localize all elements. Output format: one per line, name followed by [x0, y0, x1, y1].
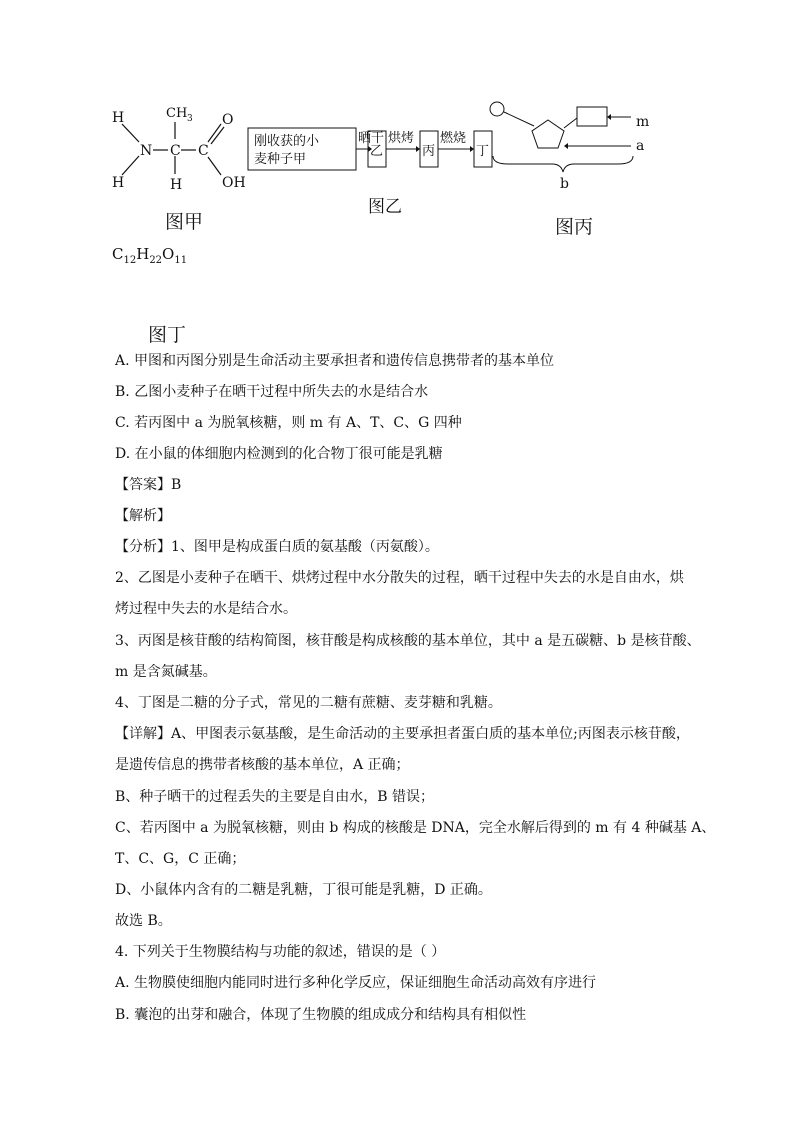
- phosphate-circle: [490, 102, 504, 116]
- detail-d: D、小鼠体内含有的二糖是乳糖，丁很可能是乳糖，D 正确。: [115, 882, 492, 898]
- detail-a: 【详解】A、甲图表示氨基酸，是生命活动的主要承担者蛋白质的基本单位;丙图表示核苷酸，: [115, 726, 690, 742]
- group-ch: CH: [166, 106, 188, 121]
- box-wheat-seed-line2: 麦种子甲: [254, 152, 307, 167]
- arrow-burning-head: [470, 146, 474, 152]
- figure-ding-formula: [112, 245, 187, 266]
- atom-c-carboxyl: C: [198, 143, 209, 159]
- figure-jia-alanine: [108, 100, 258, 195]
- pentose-sugar-pentagon: [532, 120, 564, 148]
- formula-c: C: [112, 245, 124, 263]
- atom-o: O: [222, 112, 234, 128]
- detail-c: C、若丙图中 a 为脱氧核糖，则由 b 构成的核酸是 DNA，完全水解后得到的 m 有 4 种碱基 A、: [115, 820, 716, 836]
- base-bond: [564, 118, 577, 128]
- formula-h: H: [136, 245, 150, 263]
- node-yi-label: 乙: [370, 144, 384, 159]
- detail-c-cont: T、C、G，C 正确；: [115, 851, 246, 867]
- node-bing-label: 丙: [422, 144, 436, 159]
- question-4-option-a: A. 生物膜使细胞内能同时进行多种化学反应，保证细胞生命活动高效有序进行: [115, 975, 597, 991]
- analysis-point-2-cont: 烤过程中失去的水是结合水。: [115, 601, 297, 617]
- step-burning-label: 燃烧: [440, 131, 467, 146]
- figure-bing-caption: 图丙: [555, 216, 594, 238]
- analysis-point-3: 3、丙图是核苷酸的结构简图，核苷酸是构成核酸的基本单位，其中 a 是五碳糖、b 是核苷酸、: [115, 633, 701, 649]
- analysis-point-2: 2、乙图是小麦种子在晒干、烘烤过程中水分散失的过程，晒干过程中失去的水是自由水，烘: [115, 570, 684, 586]
- figure-bing-nucleotide: [486, 100, 666, 195]
- label-m: m: [636, 114, 650, 130]
- figure-yi-caption: 图乙: [368, 197, 402, 217]
- figure-jia-caption: 图甲: [165, 211, 204, 233]
- label-a: a: [636, 138, 645, 154]
- formula-o: O: [162, 245, 175, 263]
- option-a: A. 甲图和丙图分别是生命活动主要承担者和遗传信息携带者的基本单位: [115, 353, 555, 369]
- formula-o-count: 11: [174, 255, 188, 266]
- detail-b: B、种子晒干的过程丢失的主要是自由水，B 错误；: [115, 789, 435, 805]
- seed-drying-flow-diagram: [246, 125, 496, 175]
- step-drying-label: 晒干: [358, 131, 385, 146]
- analysis-heading: 【解析】: [115, 508, 171, 524]
- step-baking-label: 烘烤: [388, 131, 415, 146]
- question-4-option-b: B. 囊泡的出芽和融合，体现了生物膜的组成成分和结构具有相似性: [115, 1007, 527, 1023]
- formula-h-count: 22: [149, 255, 163, 266]
- analysis-point-3-cont: m 是含氮碱基。: [115, 664, 217, 680]
- arrow-baking-head: [416, 146, 420, 152]
- figure-yi-flow: [246, 125, 496, 175]
- group-oh: OH: [222, 175, 246, 191]
- option-c: C. 若丙图中 a 为脱氧核糖，则 m 有 A、T、C、G 四种: [115, 415, 462, 431]
- atom-h-bottom: H: [170, 177, 183, 193]
- arrow-m-head: [607, 114, 611, 120]
- atom-c-alpha: C: [170, 143, 181, 159]
- option-b: B. 乙图小麦种子在晒干过程中所失去的水是结合水: [115, 384, 429, 400]
- box-wheat-seed-line1: 刚收获的小: [254, 134, 320, 149]
- nitrogenous-base-rect: [577, 107, 607, 126]
- formula-c-count: 12: [123, 255, 137, 266]
- analysis-point-1: 【分析】1、图甲是构成蛋白质的氨基酸（丙氨酸）。: [115, 539, 439, 555]
- analysis-point-4: 4、丁图是二糖的分子式，常见的二糖有蔗糖、麦芽糖和乳糖。: [115, 695, 502, 711]
- arrow-a-head: [564, 143, 568, 149]
- label-b: b: [560, 176, 569, 192]
- detail-a-cont: 是遗传信息的携带者核酸的基本单位，A 正确；: [115, 757, 410, 773]
- phosphate-bond: [504, 112, 534, 126]
- alanine-structure-diagram: [108, 100, 258, 195]
- option-d: D. 在小鼠的体细胞内检测到的化合物丁很可能是乳糖: [115, 446, 443, 462]
- group-ch3-subscript: 3: [187, 114, 193, 124]
- question-4-stem: 4. 下列关于生物膜结构与功能的叙述，错误的是（ ）: [115, 944, 446, 960]
- final-choice: 故选 B。: [115, 913, 172, 929]
- figure-ding-caption: 图丁: [148, 324, 187, 346]
- answer-line: 【答案】B: [115, 477, 182, 493]
- atom-h-left: H: [112, 175, 125, 191]
- nucleotide-diagram: [486, 100, 666, 195]
- atom-n: N: [140, 143, 153, 159]
- brace-b: [493, 156, 633, 172]
- node-ding-label: 丁: [476, 144, 490, 159]
- atom-h-top: H: [112, 110, 125, 126]
